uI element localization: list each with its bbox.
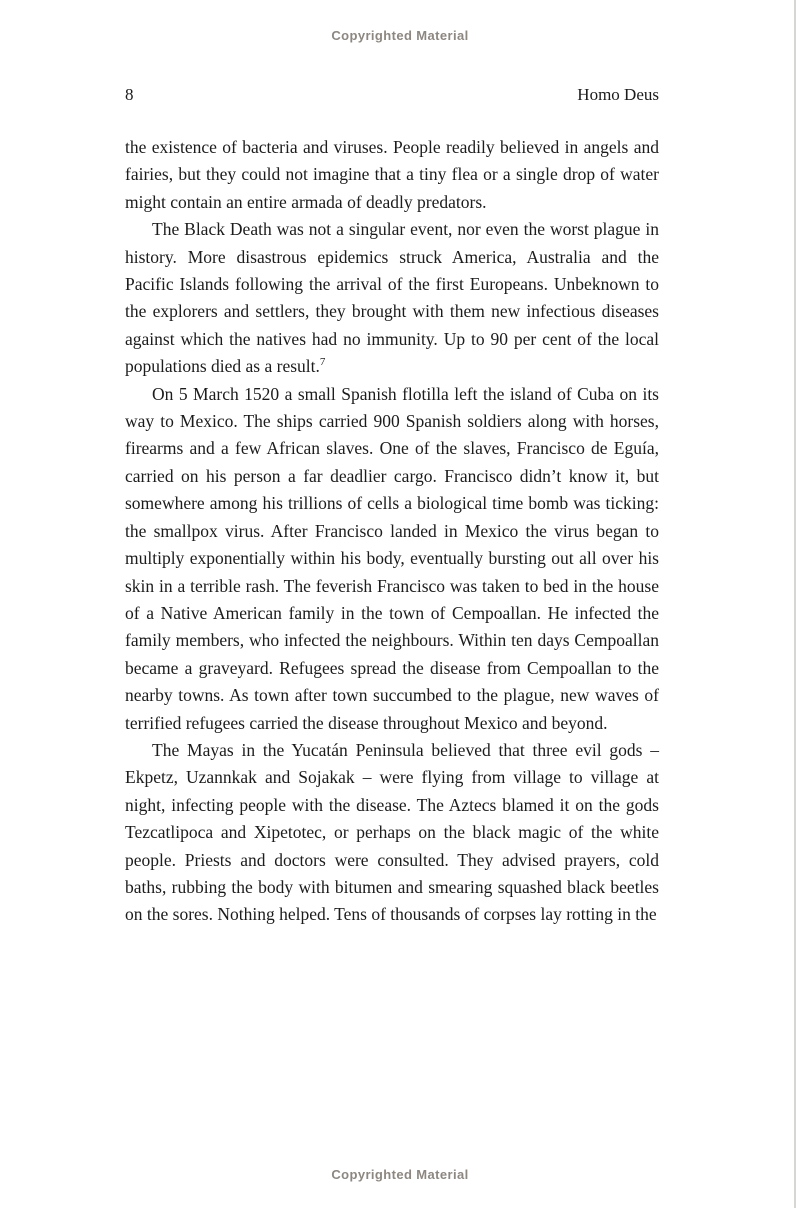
copyright-notice-bottom: Copyrighted Material (331, 1167, 469, 1182)
paragraph: the existence of bacteria and viruses. People readily believed in angels and fairies, but they could not imagine that a tiny flea or a single drop of water might contain an entire armada of deadly predators. (125, 137, 659, 212)
page-edge-line (794, 0, 796, 1208)
paragraph: On 5 March 1520 a small Spanish flotilla left the island of Cuba on its way to Mexico. The ships carried 900 Spanish soldiers along with horses, firearms and a few African slaves. One of the slaves, Francisco de Eguía, carried on his person a far deadlier cargo. Francisco didn’t know it, but somewhere among his trillions of cells a biological time bomb was ticking: the smallpox virus. After Francisco landed in Mexico the virus began to multiply exponentially within his body, eventually bursting out all over his skin in a terrible rash. The feverish Francisco was taken to bed in the house of a Native American family in the town of Cempoallan. He infected the family members, who infected the neighbours. Within ten days Cempoallan became a graveyard. Refugees spread the disease from Cempoallan to the nearby towns. As town after town succumbed to the plague, new waves of terrified refugees carried the disease throughout Mexico and beyond. (125, 383, 659, 733)
copyright-notice-top: Copyrighted Material (331, 28, 469, 43)
paragraph: The Black Death was not a singular event, nor even the worst plague in history. More disastrous epidemics struck America, Australia and the Pacific Islands following the arrival of the first Europeans. Unbeknown to the explorers and settlers, they brought with them new infectious diseases against which the natives had no immunity. Up to 90 per cent of the local populations died as a result.$^7$ (125, 219, 659, 377)
running-header (125, 85, 659, 105)
page-number: 8 (125, 85, 134, 104)
paragraph: The Mayas in the Yucatán Peninsula believed that three evil gods – Ekpetz, Uzannkak and Sojakak – were flying from village to village at night, infecting people with the disease. The Aztecs blamed it on the gods Tezcatlipoca and Xipetotec, or perhaps on the black magic of the white people. Priests and doctors were consulted. They advised prayers, cold baths, rubbing the body with bitumen and smearing squashed black beetles on the sores. Nothing helped. Tens of thousands of corpses lay rotting in the (125, 739, 659, 925)
book-title-header: Homo Deus (577, 85, 659, 104)
footnote-reference: 7 (319, 356, 326, 369)
page-content (125, 85, 659, 929)
page-body (125, 134, 659, 929)
